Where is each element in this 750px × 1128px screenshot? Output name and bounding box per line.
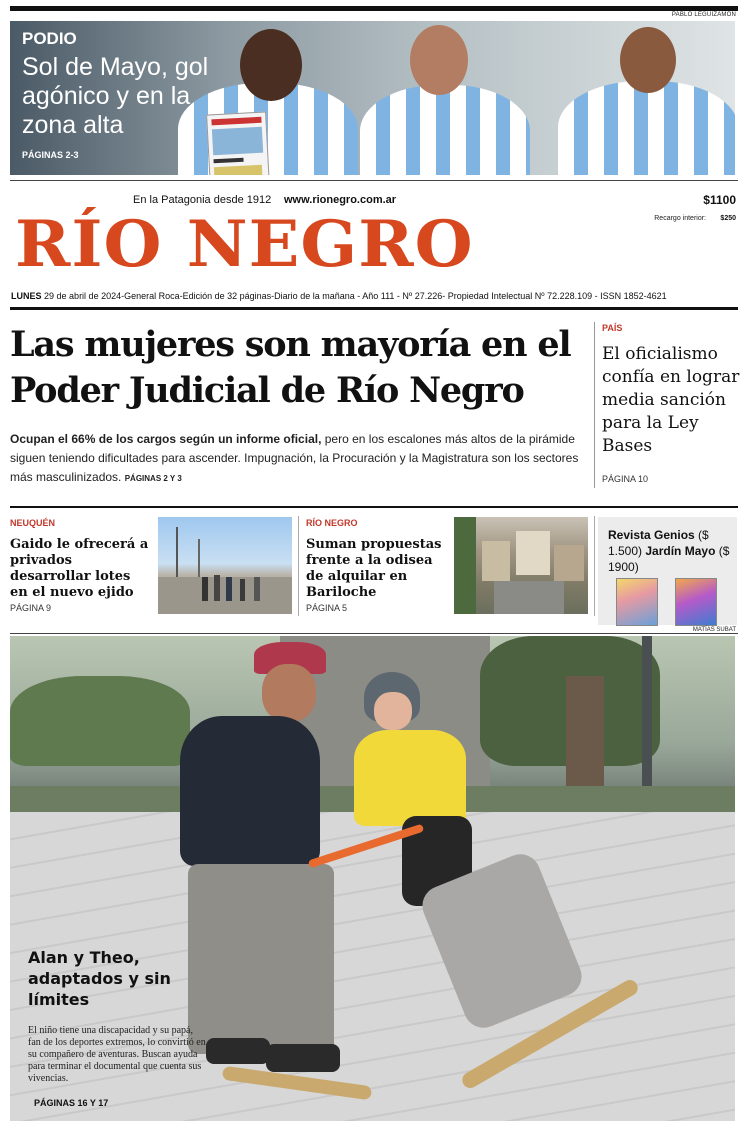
banner-title[interactable]: Sol de Mayo, gol agónico y en la zona alta [22, 53, 209, 139]
photo-story-text: El niño tiene una discapacidad y su papá, fan de los deportes extremos, lo convirtió en su compañero de aventuras. Buscan ayuda para terminar el documental que cuenta sus vivencias. [28, 1025, 206, 1084]
lead-deck-bold: Ocupan el 66% de los cargos según un informe oficial, [10, 432, 322, 446]
lead-pages: PÁGINAS 2 Y 3 [124, 474, 182, 483]
side-page: PÁGINA 10 [602, 474, 649, 484]
neuquen-photo [158, 517, 292, 614]
photo-story-pages: PÁGINAS 16 Y 17 [34, 1098, 109, 1108]
neuquen-section-label: NEUQUÉN [10, 518, 56, 528]
edition-info: 29 de abril de 2024-General Roca-Edición de 32 páginas-Diario de la mañana - Año 111 - Nº 27.226- Propiedad Intelectual Nº 72.228.109 - ISSN 1852-4621 [44, 291, 667, 301]
side-headline[interactable]: El oficialismo confía en lograr media sanción para la Ley Bases [602, 344, 740, 456]
sports-banner[interactable] [10, 21, 735, 175]
divider [594, 516, 595, 616]
newspaper-logo[interactable]: RÍO NEGRO [15, 207, 474, 282]
banner-pages: PÁGINAS 2-3 [22, 150, 79, 160]
photo-man-shoe [206, 1038, 270, 1064]
column-divider [594, 322, 595, 488]
neuquen-headline[interactable]: Gaido le ofrecerá a privados desarrollar lotes en el nuevo ejido [10, 537, 149, 600]
photo-man-torso [180, 716, 320, 866]
lead-headline[interactable]: Las mujeres son mayoría en el Poder Judicial de Río Negro [10, 324, 571, 411]
divider [10, 180, 738, 181]
genios-magazine-cover[interactable] [616, 578, 658, 626]
lead-deck-text: pero en los escalones más altos de la pirámide siguen teniendo dificultades para ascender. Impugnación, la Procuración y la Magistratura son los sectores más masculinizados. [10, 432, 579, 484]
neuquen-page: PÁGINA 9 [10, 603, 52, 613]
surcharge-label: Recargo interior: [654, 215, 706, 222]
bariloche-photo [454, 517, 588, 614]
photo-man-shoe [266, 1044, 340, 1072]
promo-mag1-price: ($ 1.500) [608, 528, 709, 558]
bariloche-page: PÁGINA 5 [306, 603, 348, 613]
photo-man-head [262, 664, 316, 722]
divider [10, 633, 738, 634]
edition-line [11, 291, 667, 301]
divider [10, 506, 738, 508]
promo-mag1-name: Revista Genios [608, 528, 695, 542]
rionegro-section-label: RÍO NEGRO [306, 518, 358, 528]
photo-credit-top: PABLO LEGUIZAMÓN [671, 12, 736, 18]
price: $1100 [703, 193, 736, 207]
photo-credit-main: MATÍAS SUBAT [692, 627, 736, 633]
magazine-promo-text [608, 527, 734, 575]
promo-mag2-price: ($ 1900) [608, 544, 730, 574]
mini-cover-image [206, 111, 270, 175]
masthead-rule [10, 307, 738, 310]
top-rule [10, 6, 738, 11]
side-section-label: PAÍS [602, 323, 623, 333]
photo-man-legs [188, 864, 334, 1054]
divider [298, 516, 299, 616]
promo-mag2-name: Jardín Mayo [645, 544, 716, 558]
photo-story-headline[interactable]: Alan y Theo, adaptados y sin límites [28, 948, 171, 1009]
photo-boy-face [374, 692, 412, 730]
edition-day: LUNES [11, 291, 42, 301]
masthead-website-link[interactable]: www.rionegro.com.ar [284, 194, 397, 206]
banner-kicker: PODIO [22, 29, 77, 48]
photo-boy-shirt [354, 730, 466, 826]
jardin-magazine-cover[interactable] [675, 578, 717, 626]
photo-trees-left [10, 676, 190, 766]
surcharge-value: $250 [720, 215, 736, 222]
lead-deck [10, 430, 590, 488]
bariloche-headline[interactable]: Suman propuestas frente a la odisea de alquilar en Bariloche [306, 537, 442, 600]
masthead-since: En la Patagonia desde 1912 [133, 194, 272, 206]
